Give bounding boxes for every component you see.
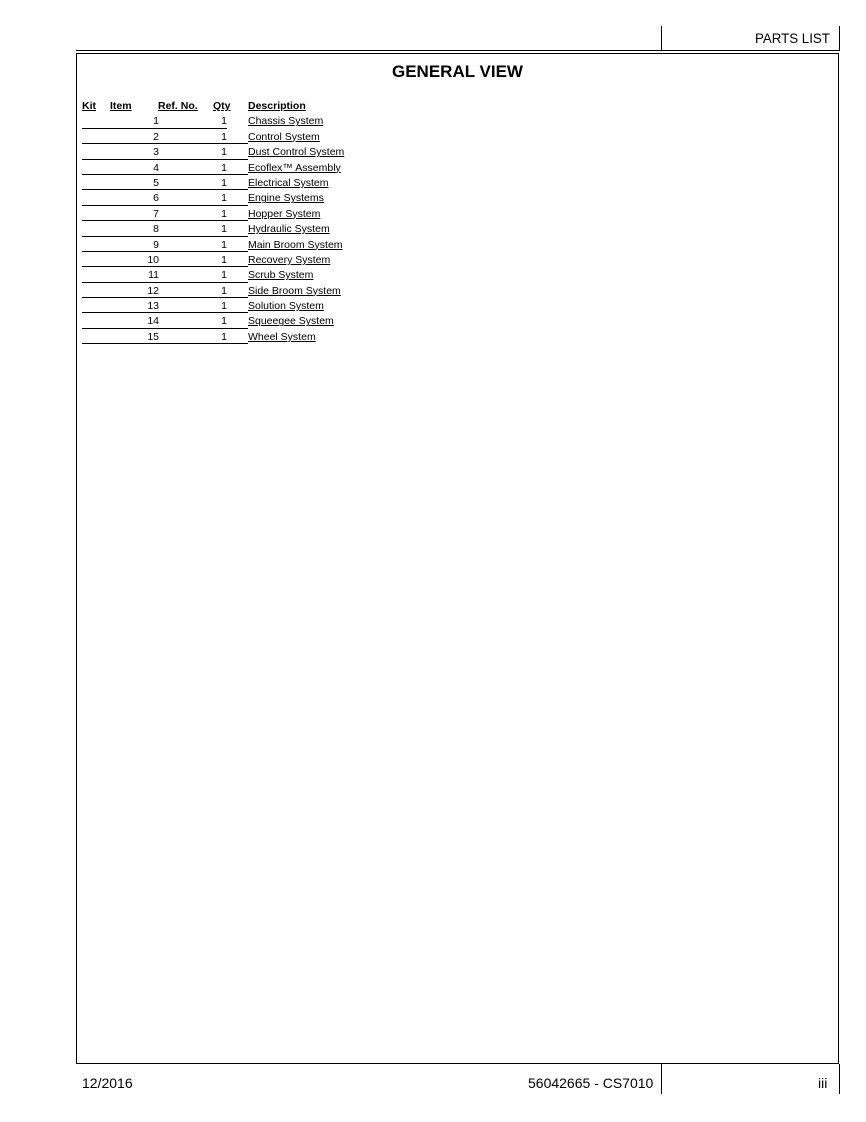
item-description: Control System	[248, 130, 320, 143]
item-number: 4	[153, 161, 159, 174]
item-number: 7	[153, 207, 159, 220]
item-number: 14	[147, 315, 159, 328]
header-rule	[76, 50, 840, 51]
item-number: 9	[153, 238, 159, 251]
item-number: 6	[153, 192, 159, 205]
item-number: 13	[147, 300, 159, 313]
footer-right-edge	[839, 1064, 840, 1094]
header-divider	[661, 26, 662, 50]
col-kit-header: Kit	[82, 100, 96, 112]
item-qty: 1	[221, 300, 227, 313]
item-description: Hopper System	[248, 207, 321, 220]
item-qty: 1	[221, 330, 227, 343]
item-description: Main Broom System	[248, 238, 343, 251]
item-qty: 1	[221, 315, 227, 328]
item-qty: 1	[221, 253, 227, 266]
item-number: 5	[153, 176, 159, 189]
item-number: 3	[153, 146, 159, 159]
item-qty: 1	[221, 161, 227, 174]
item-description: Squeegee System	[248, 315, 334, 328]
item-qty: 1	[221, 269, 227, 282]
item-number: 2	[153, 130, 159, 143]
page-title: GENERAL VIEW	[392, 62, 523, 81]
item-qty: 1	[221, 176, 227, 189]
header-right-edge	[839, 26, 840, 50]
item-qty: 1	[221, 284, 227, 297]
item-qty: 1	[221, 207, 227, 220]
item-description: Dust Control System	[248, 146, 345, 159]
footer-page-number: iii	[818, 1075, 828, 1091]
footer-doc-number: 56042665 - CS7010	[528, 1075, 654, 1091]
item-qty: 1	[221, 115, 227, 128]
item-qty: 1	[221, 192, 227, 205]
item-number: 8	[153, 223, 159, 236]
content-frame	[76, 53, 839, 1064]
item-description: Side Broom System	[248, 284, 341, 297]
item-qty: 1	[221, 130, 227, 143]
item-description: Hydraulic System	[248, 223, 330, 236]
col-item-header: Item	[110, 100, 132, 112]
item-description: Recovery System	[248, 253, 331, 266]
item-description: Scrub System	[248, 269, 314, 282]
col-desc-header: Description	[248, 100, 306, 112]
item-qty: 1	[221, 238, 227, 251]
item-description: Engine Systems	[248, 192, 324, 205]
item-number: 1	[153, 115, 159, 128]
item-description: Chassis System	[248, 115, 324, 128]
col-qty-header: Qty	[213, 100, 231, 112]
item-description: Wheel System	[248, 330, 316, 343]
item-number: 10	[147, 253, 159, 266]
item-number: 11	[148, 269, 159, 282]
footer-date: 12/2016	[82, 1075, 133, 1091]
item-qty: 1	[221, 223, 227, 236]
col-ref-header: Ref. No.	[158, 100, 198, 112]
item-description: Electrical System	[248, 176, 329, 189]
item-number: 12	[147, 284, 159, 297]
item-description: Ecoflex™ Assembly	[248, 161, 341, 174]
item-number: 15	[147, 330, 159, 343]
footer-divider	[661, 1064, 662, 1094]
section-label: PARTS LIST	[755, 30, 830, 46]
item-qty: 1	[221, 146, 227, 159]
item-description: Solution System	[248, 300, 324, 313]
